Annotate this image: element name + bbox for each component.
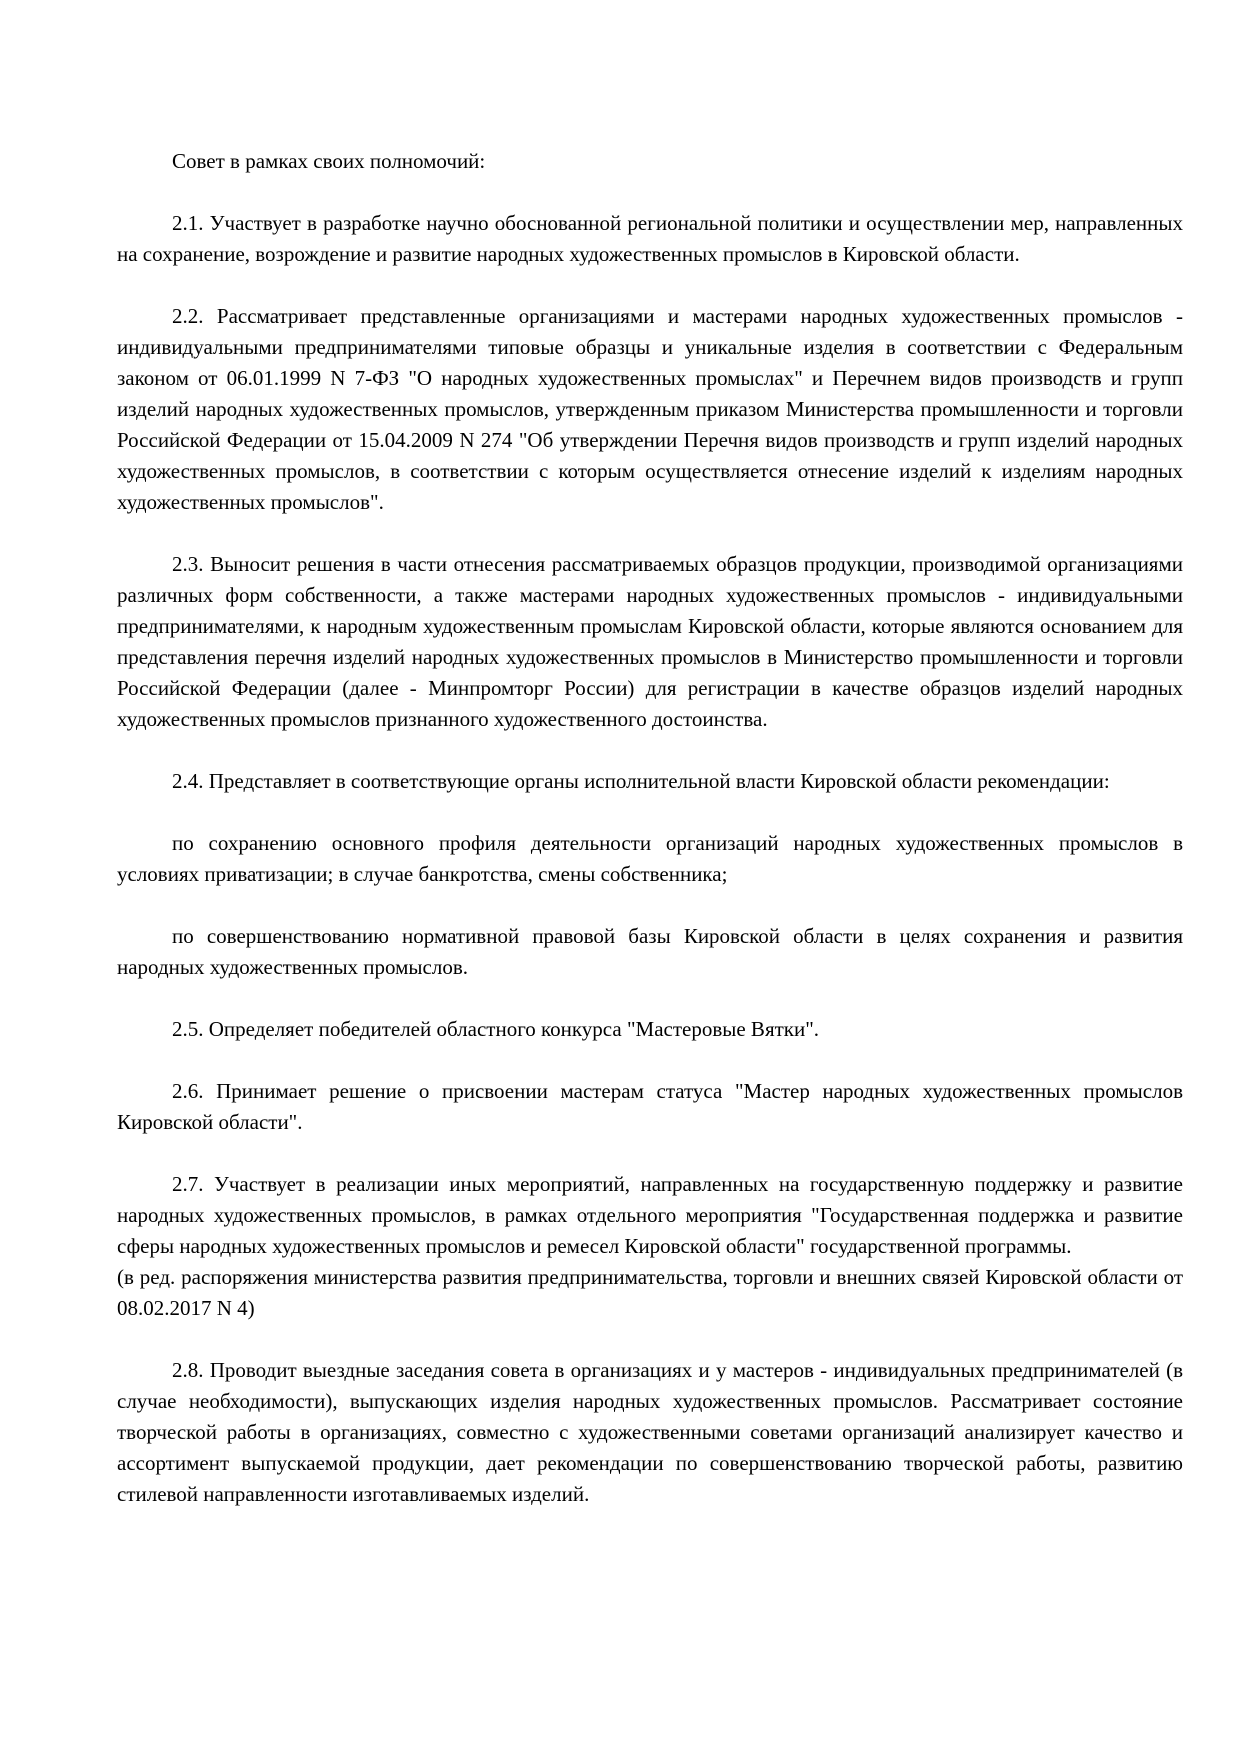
paragraph-2-4-item-2: по совершенствованию нормативной правовой базы Кировской области в целях сохранения и развития народных художественных промыслов.: [117, 924, 1183, 979]
paragraph-2-6: 2.6. Принимает решение о присвоении мастерам статуса "Мастер народных художественных промыслов Кировской области".: [117, 1079, 1183, 1134]
paragraph-2-4-item-1: по сохранению основного профиля деятельности организаций народных художественных промыслов в условиях приватизации; в случае банкротства, смены собственника;: [117, 831, 1183, 886]
paragraph-2-3: 2.3. Выносит решения в части отнесения рассматриваемых образцов продукции, производимой организациями различных форм собственности, а также мастерами народных художественных промыслов - индивидуальными предпринимателями, к народным художественным промыслам Кировской области, которые являются основанием для представления перечня изделий народных художественных промыслов в Министерство промышленности и торговли Российской Федерации (далее - Минпромторг России) для регистрации в качестве образцов изделий народных художественных промыслов признанного художественного достоинства.: [117, 552, 1183, 731]
amendment-note: (в ред. распоряжения министерства развития предпринимательства, торговли и внешних связей Кировской области от 08.02.2017 N 4): [117, 1265, 1183, 1320]
paragraph-2-4: 2.4. Представляет в соответствующие органы исполнительной власти Кировской области рекомендации:: [172, 769, 1110, 793]
paragraph-2-5: 2.5. Определяет победителей областного конкурса "Мастеровые Вятки".: [172, 1017, 820, 1041]
paragraph-2-8: 2.8. Проводит выездные заседания совета в организациях и у мастеров - индивидуальных предпринимателей (в случае необходимости), выпускающих изделия народных художественных промыслов. Рассматривает состояние творческой работы в организациях, совместно с художественными советами организаций анализирует качество и ассортимент выпускаемой продукции, дает рекомендации по совершенствованию творческой работы, развитию стилевой направленности изготавливаемых изделий.: [117, 1358, 1183, 1506]
document-body: [117, 146, 1183, 1510]
paragraph-2-1: 2.1. Участвует в разработке научно обоснованной региональной политики и осуществлении мер, направленных на сохранение, возрождение и развитие народных художественных промыслов в Кировской области.: [117, 211, 1183, 266]
intro-paragraph: Совет в рамках своих полномочий:: [172, 149, 486, 173]
paragraph-2-2: 2.2. Рассматривает представленные организациями и мастерами народных художественных промыслов - индивидуальными предпринимателями типовые образцы и уникальные изделия в соответствии с Федеральным законом от 06.01.1999 N 7-ФЗ "О народных художественных промыслах" и Перечнем видов производств и групп изделий народных художественных промыслов, утвержденным приказом Министерства промышленности и торговли Российской Федерации от 15.04.2009 N 274 "Об утверждении Перечня видов производств и групп изделий народных художественных промыслов, в соответствии с которым осуществляется отнесение изделий к изделиям народных художественных промыслов".: [117, 304, 1183, 514]
paragraph-2-7: 2.7. Участвует в реализации иных мероприятий, направленных на государственную поддержку и развитие народных художественных промыслов, в рамках отдельного мероприятия "Государственная поддержка и развитие сферы народных художественных промыслов и ремесел Кировской области" государственной программы.: [117, 1172, 1183, 1258]
